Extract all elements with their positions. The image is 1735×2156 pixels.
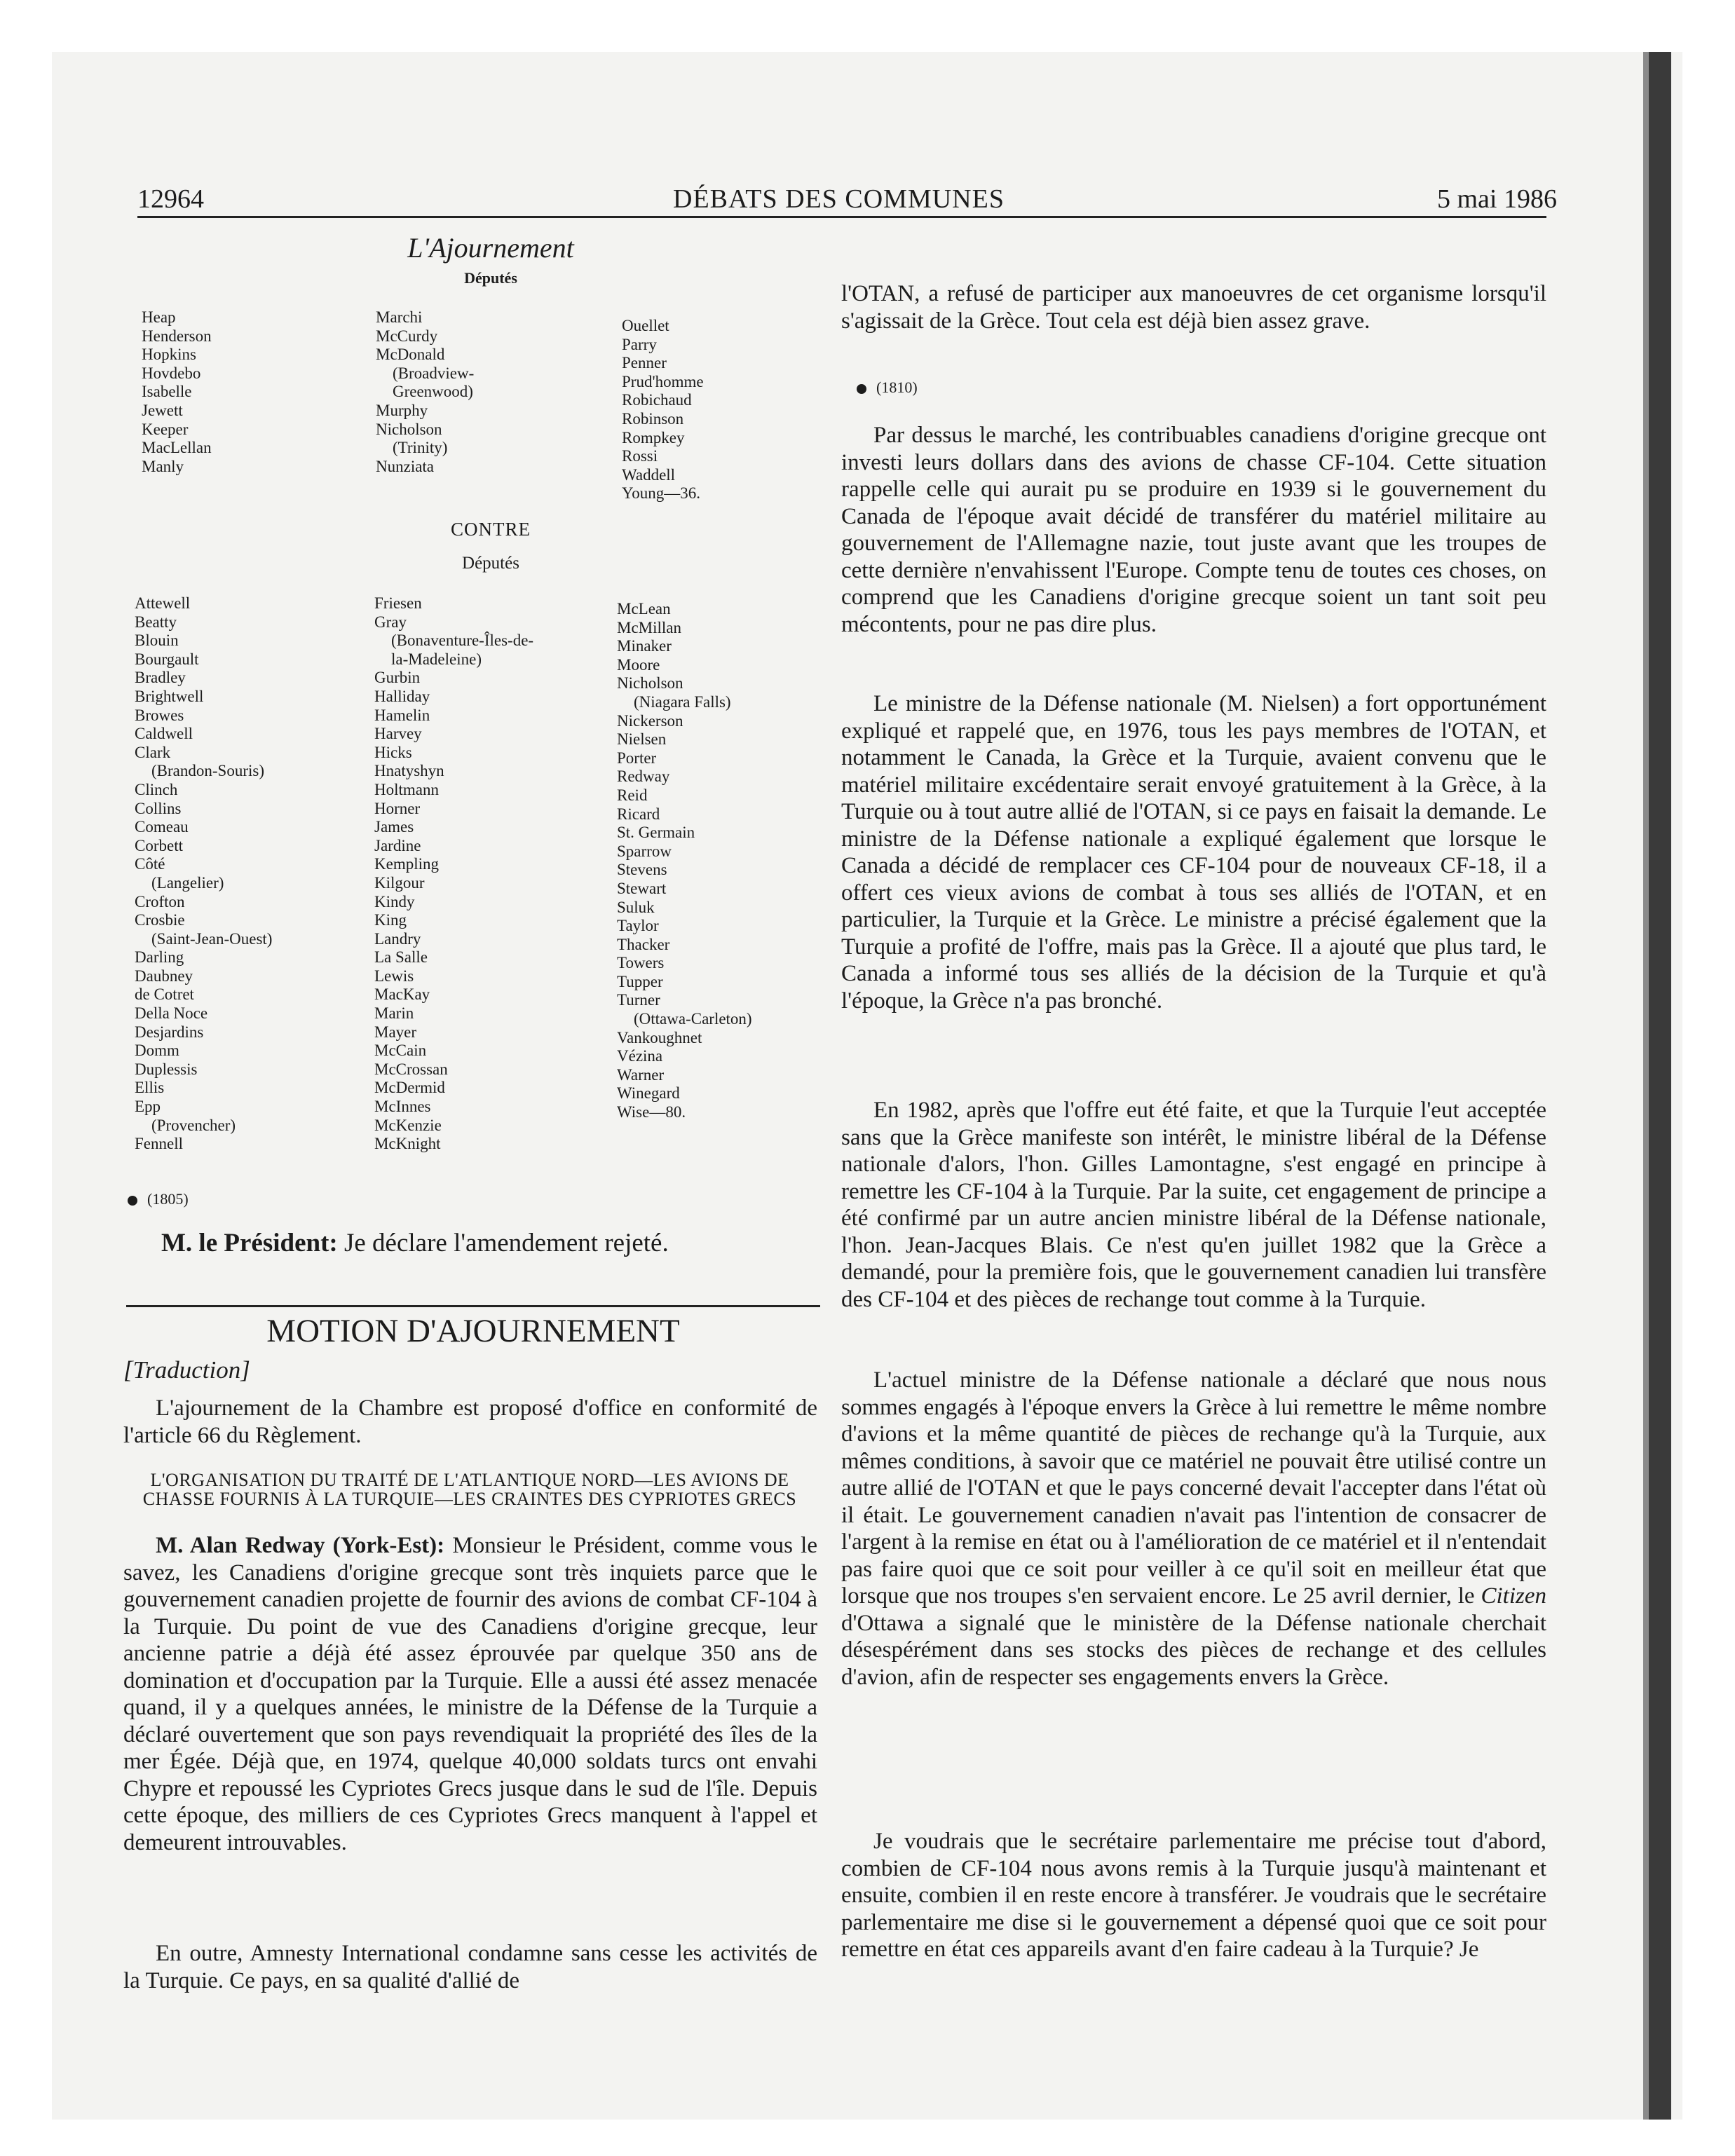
member-name: Desjardins	[135, 1023, 204, 1041]
paragraph-right-5	[841, 1367, 1546, 1691]
member-name: Thacker	[617, 935, 670, 953]
member-name: (Brandon-Souris)	[151, 762, 264, 780]
contre-deputes-label: Députés	[462, 554, 519, 573]
member-name: Gurbin	[374, 669, 421, 687]
member-name: Hovdebo	[142, 364, 201, 382]
member-name: Kindy	[374, 892, 415, 910]
member-name: Hamelin	[374, 706, 430, 724]
member-name: Murphy	[376, 401, 428, 419]
paragraph-ajournement: L'ajournement de la Chambre est proposé d'office en conformité de l'article 66 du Règlement.	[123, 1396, 817, 1448]
member-name: Hnatyshyn	[374, 762, 444, 780]
speaker-ruling	[161, 1230, 669, 1257]
member-name: Towers	[617, 954, 665, 972]
member-name: Jewett	[142, 401, 183, 419]
member-name: (Bonaventure-Îles-de-	[391, 632, 534, 650]
member-name: Suluk	[617, 898, 655, 916]
contre-column-3	[617, 600, 752, 1122]
member-name: Halliday	[374, 687, 430, 705]
member-name: Comeau	[135, 818, 189, 836]
member-name: Warner	[617, 1065, 665, 1084]
member-name: Jardine	[374, 836, 421, 854]
member-name: McDonald	[376, 346, 445, 364]
member-name: (Broadview-	[393, 364, 475, 382]
member-name: Nielsen	[617, 730, 667, 749]
member-name: Vézina	[617, 1047, 663, 1065]
member-name: (Provencher)	[151, 1116, 236, 1134]
member-name: Corbett	[135, 836, 183, 854]
member-name: King	[374, 911, 407, 929]
member-name: de Cotret	[135, 985, 194, 1004]
header-rule	[137, 216, 1546, 218]
member-name: Harvey	[374, 725, 422, 743]
member-name: Vankoughnet	[617, 1028, 702, 1046]
member-name: Penner	[622, 354, 667, 372]
member-name: Rompkey	[622, 428, 685, 446]
member-name: Bradley	[135, 669, 186, 687]
p5-citizen: Citizen	[1481, 1583, 1546, 1609]
member-name: Darling	[135, 948, 184, 967]
member-name: (Langelier)	[151, 873, 224, 892]
paragraph-right-4: En 1982, après que l'offre eut été faite, et que la Turquie l'eut acceptée sans que la Grèce manifeste son intérêt, le ministre libéral de la Défense nationale d'alors, l'hon. Gilles Lamontagne, s'est engagé en principe à remettre les CF-104 à la Turquie. Par la suite, cet engagement de principe a été confirmé par un autre ancien ministre libéral de la Défense nationale, l'hon. Jean-Jacques Blais. Ce n'est qu'en juillet 1982 que la Grèce a demandé, pour la première fois, que le gouvernement canadien lui transfère des CF-104 et des pièces de rechange tout comme à la Turquie.	[841, 1098, 1546, 1312]
member-name: La Salle	[374, 948, 428, 967]
member-name: Clinch	[135, 780, 178, 798]
member-name: Young—36.	[622, 484, 701, 503]
member-name: Prud'homme	[622, 372, 704, 390]
member-name: Sparrow	[617, 842, 672, 860]
member-name: Greenwood)	[393, 383, 473, 401]
time-mark-text: (1805)	[147, 1190, 189, 1208]
member-name: Stewart	[617, 879, 667, 897]
member-name: Isabelle	[142, 383, 192, 401]
member-name: (Saint-Jean-Ouest)	[151, 929, 273, 948]
member-name: Rossi	[622, 447, 658, 465]
pour-label: Députés	[464, 269, 517, 287]
paragraph-redway	[123, 1532, 817, 1856]
pour-column-3	[622, 317, 704, 503]
member-name: Côté	[135, 855, 165, 873]
member-name: Robichaud	[622, 391, 692, 409]
member-name: Browes	[135, 706, 184, 724]
member-name: Lewis	[374, 967, 414, 985]
member-name: McKnight	[374, 1135, 441, 1153]
contre-label: CONTRE	[451, 519, 531, 540]
member-name: Fennell	[135, 1135, 183, 1153]
time-mark-1810	[857, 378, 918, 397]
time-mark-1805	[128, 1190, 189, 1208]
member-name: Crofton	[135, 892, 185, 910]
time-mark-text: (1810)	[876, 378, 918, 396]
debate-subheading: L'ORGANISATION DU TRAITÉ DE L'ATLANTIQUE NORD—LES AVIONS DE CHASSE FOURNIS À LA TURQUIE—LES CRAINTES DES CYPRIOTES GRECS	[142, 1470, 797, 1509]
member-name: Friesen	[374, 594, 422, 612]
member-name: Robinson	[622, 409, 684, 428]
member-name: Marchi	[376, 308, 423, 326]
member-name: Moore	[617, 655, 660, 674]
member-name: Daubney	[135, 967, 193, 985]
member-name: Della Noce	[135, 1004, 208, 1023]
p5-before: L'actuel ministre de la Défense nationale a déclaré que nous nous sommes engagés à l'époque envers la Grèce à lui remettre le même nombre d'avions et la même quantité de pièces de rechange qu'à la Turquie, aux mêmes conditions, à savoir que ce matériel ne pouvait être utilisé contre un autre allié de l'OTAN et que le pays concerné devait l'accepter dans l'état où il était. Le gouvernement canadien n'avait pas l'intention de consacrer de l'argent à la remise en état ou à l'amélioration de ce matériel et il n'entendait pas faire quoi que ce soit pour veiller à ce qu'il soit en meilleur état que lorsque que nos troupes s'en servaient encore. Le 25 avril dernier, le	[841, 1367, 1546, 1609]
contre-column-1	[135, 594, 272, 1154]
member-name: Horner	[374, 799, 421, 817]
member-name: Bourgault	[135, 650, 199, 668]
pour-column-1	[142, 308, 212, 476]
member-name: Waddell	[622, 465, 676, 484]
member-name: Stevens	[617, 861, 667, 879]
pour-column-2	[376, 308, 474, 476]
member-name: Ellis	[135, 1079, 165, 1097]
scan-edge	[1649, 52, 1671, 2120]
member-name: la-Madeleine)	[391, 650, 482, 668]
member-name: Hopkins	[142, 346, 196, 364]
member-name: Wise—80.	[617, 1103, 686, 1121]
member-name: Attewell	[135, 594, 191, 612]
member-name: McCain	[374, 1042, 427, 1060]
member-name: McDermid	[374, 1079, 445, 1097]
member-name: Minaker	[617, 637, 672, 655]
page-date: 5 mai 1986	[1437, 184, 1557, 214]
member-name: Caldwell	[135, 725, 193, 743]
member-name: Collins	[135, 799, 182, 817]
member-name: Marin	[374, 1004, 414, 1023]
member-name: Kempling	[374, 855, 439, 873]
member-name: Holtmann	[374, 780, 439, 798]
member-name: MacKay	[374, 985, 430, 1004]
member-name: Nicholson	[376, 420, 442, 438]
member-name: Manly	[142, 457, 184, 475]
page-title: DÉBATS DES COMMUNES	[673, 184, 1005, 214]
member-name: Winegard	[617, 1084, 680, 1103]
member-name: Epp	[135, 1098, 161, 1116]
bullet-icon	[128, 1196, 137, 1206]
member-name: (Ottawa-Carleton)	[634, 1010, 752, 1028]
member-name: Keeper	[142, 420, 189, 438]
member-name: Nickerson	[617, 711, 683, 730]
member-name: Gray	[374, 613, 407, 631]
bullet-icon	[857, 384, 866, 394]
redway-text: Monsieur le Président, comme vous le savez, les Canadiens d'origine grecque sont très inquiets parce que le gouvernement canadien projette de fournir des avions de combat CF-104 à la Turquie. Du point de vue des Canadiens d'origine grecque, leur ancienne patrie a déjà été assez éprouvée par quelque 350 ans de domination et d'occupation par la Turquie. Elle a aussi été assez menacée quand, il y a quelques années, le ministre de la Défense de la Turquie a déclaré ouvertement que son pays revendiquait la propriété des îles de la mer Égée. Déjà que, en 1974, quelque 40,000 soldats turcs ont envahi Chypre et repoussé les Cypriotes Grecs jusque dans le sud de l'île. Depuis cette époque, des milliers de ces Cypriotes Grecs manquent à l'appel et demeurent introuvables.	[123, 1533, 817, 1855]
member-name: Blouin	[135, 632, 179, 650]
vote-title: L'Ajournement	[407, 232, 574, 264]
member-name: Landry	[374, 929, 421, 948]
member-name: Mayer	[374, 1023, 417, 1041]
member-name: Parry	[622, 335, 657, 353]
member-name: Brightwell	[135, 687, 204, 705]
member-name: James	[374, 818, 414, 836]
paragraph-right-1: l'OTAN, a refusé de participer aux manoeuvres de cet organisme lorsqu'il s'agissait de la Grèce. Tout cela est déjà bien assez grave.	[841, 281, 1546, 334]
member-name: Turner	[617, 991, 660, 1009]
speaker-name: M. le Président:	[161, 1229, 338, 1257]
member-name: Hicks	[374, 743, 412, 761]
member-name: Tupper	[617, 972, 663, 990]
paragraph-right-6: Je voudrais que le secrétaire parlementaire me précise tout d'abord, combien de CF-104 nous avons remis à la Turquie jusqu'à maintenant et ensuite, combien il en reste encore à transférer. Je voudrais que le secrétaire parlementaire me dise si le gouvernement a dépensé quoi que ce soit pour remettre en état ces appareils avant d'en faire cadeau à la Turquie? Je	[841, 1829, 1546, 1962]
member-name: Porter	[617, 749, 657, 767]
paragraph-right-2: Par dessus le marché, les contribuables canadiens d'origine grecque ont investi leurs dollars dans des avions de chasse CF-104. Cette situation rappelle celle qui aurait pu se produire en 1939 si le gouvernement du Canada de l'époque avait décidé de transférer du matériel militaire au gouvernement de l'Allemagne nazie, tout juste avant que les troupes de cette dernière n'envahissent l'Europe. Compte tenu de toutes ces choses, on comprend que les Canadiens d'origine grecque soient un tant soit peu mécontents, pour ne pas dire plus.	[841, 423, 1546, 637]
paragraph-right-3: Le ministre de la Défense nationale (M. Nielsen) a fort opportunément expliqué et rappelé que, en 1976, tous les pays membres de l'OTAN, et notamment le Canada, la Grèce et la Turquie, avaient convenu que le matériel militaire excédentaire serait envoyé gratuitement à la Grèce, à la Turquie ou à tout autre allié de l'OTAN, si ce pays en faisait la demande. Le ministre de la Défense nationale a expliqué également que lorsque le Canada a décidé de remplacer ces CF-104 pour de nouveaux CF-18, il a offert ces vieux avions de combat à tous ses alliés de l'OTAN, et en particulier, la Turquie et la Grèce. Le ministre a précisé également que la Turquie a profité de l'offre, mais pas la Grèce. Il a ajouté que plus tard, le Canada a informé tous ses alliés de la décision de la Turquie et qu'à l'époque, la Grèce n'a pas bronché.	[841, 691, 1546, 1014]
member-name: McCrossan	[374, 1060, 448, 1078]
member-name: Duplessis	[135, 1060, 198, 1078]
member-name: Henderson	[142, 327, 212, 345]
member-name: (Trinity)	[393, 439, 448, 457]
member-name: Beatty	[135, 613, 177, 631]
scan-edge-shadow	[1643, 52, 1649, 2120]
member-name: McCurdy	[376, 327, 438, 345]
member-name: Kilgour	[374, 873, 425, 892]
motion-heading: MOTION D'AJOURNEMENT	[266, 1313, 680, 1349]
paragraph-amnesty: En outre, Amnesty International condamne sans cesse les activités de la Turquie. Ce pays, en sa qualité d'allié de	[123, 1941, 817, 1993]
p5-after: d'Ottawa a signalé que le ministère de la Défense nationale cherchait désespérément dans ses stocks des pièces de rechange et des cellules d'avion, afin de respecter ses engagements envers la Grèce.	[841, 1610, 1546, 1690]
redway-speaker: M. Alan Redway (York-Est):	[156, 1533, 445, 1558]
member-name: McLean	[617, 600, 671, 618]
member-name: Nunziata	[376, 457, 435, 475]
member-name: McMillan	[617, 618, 681, 636]
member-name: Domm	[135, 1042, 179, 1060]
member-name: Clark	[135, 743, 171, 761]
member-name: Ouellet	[622, 317, 669, 334]
page-number: 12964	[137, 184, 204, 214]
member-name: Ricard	[617, 805, 660, 823]
member-name: McInnes	[374, 1098, 431, 1116]
speaker-ruling-text: Je déclare l'amendement rejeté.	[337, 1229, 669, 1257]
member-name: St. Germain	[617, 824, 695, 842]
translation-note: [Traduction]	[123, 1356, 250, 1384]
member-name: MacLellan	[142, 439, 212, 457]
member-name: Taylor	[617, 917, 659, 935]
member-name: (Niagara Falls)	[634, 692, 731, 711]
section-divider	[126, 1305, 820, 1307]
member-name: Crosbie	[135, 911, 185, 929]
member-name: Heap	[142, 308, 176, 326]
member-name: McKenzie	[374, 1116, 442, 1134]
contre-column-2	[374, 594, 533, 1154]
member-name: Nicholson	[617, 674, 683, 692]
member-name: Reid	[617, 786, 648, 804]
member-name: Redway	[617, 767, 670, 786]
